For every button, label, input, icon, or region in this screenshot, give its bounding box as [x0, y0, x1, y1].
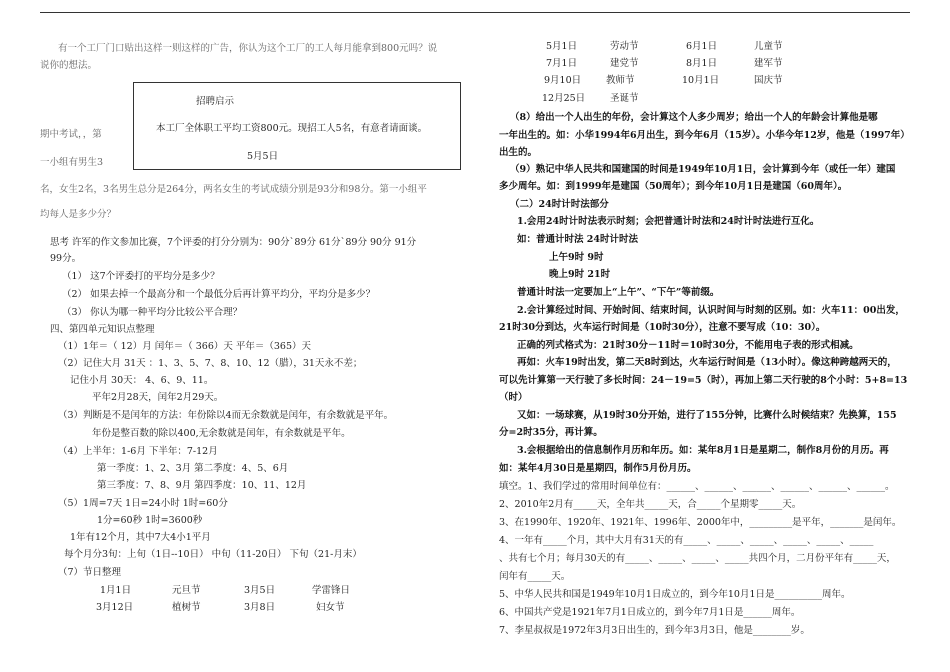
festival-date: 8月1日 [686, 58, 718, 69]
festival-date: 7月1日 [546, 58, 578, 69]
festival-date: 3月5日 [244, 585, 276, 596]
notice-title: 招聘启示 [196, 96, 235, 107]
para-line: 可以先计算第一天行驶了多长时间：24－19=5（时），再加上第二天行驶的8个小时：5+8=13 [499, 375, 908, 386]
fill-blank-line: 3、在1990年、1920年、1921年、1996年、2000年中，_________是平年，_______是闰年。 [499, 517, 902, 528]
notice-date: 5月5日 [247, 151, 279, 162]
fill-blank-line: 4、一年有_____个月，其中大月有31天的有_____、_____、_____、_____、_____、_____ [499, 535, 874, 546]
festival-date: 12月25日 [542, 93, 586, 104]
festival-date: 9月10日 [544, 75, 582, 86]
fill-blank-line: 2、2010年2月有_____天，全年共_____天，合_____个星期零_____天。 [499, 499, 802, 510]
para-line: 分=2时35分，再计算。 [499, 427, 603, 438]
unit4-line: 平年2月28天，闰年2月29天。 [92, 392, 224, 403]
notice-body: 本工厂全体职工平均工资800元。现招工人5名，有意者请面谈。 [156, 123, 428, 134]
fill-blank-line: 闰年有_____天。 [499, 571, 571, 582]
unit4-line: （7）节日整理 [58, 567, 122, 578]
para-line: 2.会计算经过时间、开始时间、结束时间，认识时间与时刻的区别。如：火车11：00出发， [517, 305, 905, 316]
festival-name: 劳动节 [610, 41, 639, 52]
para-line: 21时30分到达，火车运行时间是（10时30分），注意不要写成（10：30）。 [499, 322, 826, 333]
para-line: 晚上9时 21时 [549, 269, 611, 280]
festival-name: 元旦节 [172, 585, 201, 596]
question-3: （3） 你认为哪一种平均分比较公平合理？ [62, 307, 243, 318]
header-rule [40, 12, 910, 13]
para-line: 又如：一场球赛，从19时30分开始，进行了155分钟，比赛什么时候结束？先换算，155 [517, 410, 897, 421]
festival-name: 学雷锋日 [312, 585, 351, 596]
para-line: 上午9时 9时 [549, 252, 604, 263]
para-line: 多少周年。如：到1999年是建国（50周年）；到今年10月1日是建国（60周年）。 [499, 181, 848, 192]
festival-date: 5月1日 [546, 41, 578, 52]
unit4-line: 第一季度：1、2、3月 第二季度：4、5、6月 [97, 463, 289, 474]
unit4-line: 记住小月 30天： 4、6、9、11。 [70, 375, 214, 386]
unit4-line: （5）1周=7天 1日=24小时 1时=60分 [58, 498, 228, 509]
festival-date: 3月8日 [244, 602, 276, 613]
problem-line: 均每人是多少分？ [40, 209, 117, 220]
festival-name: 建军节 [754, 58, 783, 69]
unit4-line: （3）判断是不是闰年的方法：年份除以4而无余数就是闰年，有余数就是平年。 [58, 410, 394, 421]
para-line: 再如：火车19时出发，第二天8时到达，火车运行时间是（13小时）。像这种跨越两天的， [517, 357, 897, 368]
problem-line: 期中考试，，第 [40, 129, 102, 140]
para-line: （8）给出一个人出生的年份，会计算这个人多少周岁；给出一个人的年龄会计算他是哪 [510, 112, 878, 123]
unit4-line: 1分=60秒 1时=3600秒 [97, 515, 203, 526]
festival-name: 植树节 [172, 602, 201, 613]
unit4-line: 第三季度：7、8、9月 第四季度：10、11、12月 [97, 480, 307, 491]
question-2: （2） 如果去掉一个最高分和一个最低分后再计算平均分，平均分是多少？ [62, 289, 376, 300]
unit4-line: （4）上半年：1-6月 下半年：7-12月 [58, 446, 218, 457]
festival-name: 教师节 [606, 75, 635, 86]
fill-blank-line: 7、李星叔叔是1972年3月3日出生的，到今年3月3日，他是________岁。 [499, 625, 810, 636]
festival-date: 3月12日 [96, 602, 134, 613]
unit4-line: 年份是整百数的除以400,无余数就是闰年，有余数就是平年。 [92, 428, 351, 439]
think-line: 思考 许军的作文参加比赛，7个评委的打分分别为：90分`89分 61分`89分 90分 91分 [50, 237, 417, 248]
unit4-line: （2）记住大月 31天 ：1、3、5、7、8、10、12（腊），31天永不差； [58, 358, 363, 369]
para-line: （时） [499, 392, 528, 403]
para-line: （9）熟记中华人民共和国建国的时间是1949年10月1日，会计算到今年（或任一年）建国 [510, 164, 896, 175]
para-line: 正确的列式格式为：21时30分－11时＝10时30分，不能用电子表的形式相减。 [517, 340, 859, 351]
unit4-line: 1年有12个月，其中7大4小1平月 [70, 532, 211, 543]
fill-blank-line: 、共有七个月；每月30天的有_____、_____、_____、_____共四个月，二月份平年有_____天， [499, 553, 896, 564]
problem-line: 一小组有男生3 [40, 157, 104, 168]
festival-date: 1月1日 [100, 585, 132, 596]
festival-name: 儿童节 [754, 41, 783, 52]
festival-name: 国庆节 [754, 75, 783, 86]
think-line: 99分。 [50, 253, 82, 264]
festival-name: 圣诞节 [610, 93, 639, 104]
section-heading: （二）24时计时法部分 [510, 199, 609, 210]
unit4-line: 每个月分3旬：上旬（1日--10日） 中旬（11-20日） 下旬（21-月末） [64, 549, 362, 560]
intro-line: 说你的想法。 [40, 60, 98, 71]
unit4-heading: 四、第四单元知识点整理 [50, 324, 155, 335]
unit4-line: （1）1年＝（ 12）月 闰年＝（ 366）天 平年＝（365）天 [58, 341, 312, 352]
para-line: 出生的。 [499, 147, 538, 158]
intro-line: 有一个工厂门口贴出这样一则这样的广告，你认为这个工厂的工人每月能拿到800元吗？说 [58, 43, 438, 54]
problem-line: 名，女生2名，3名男生总分是264分，两名女生的考试成绩分别是93分和98分。第一小组平 [40, 184, 427, 195]
para-line: 如：普通计时法 24时计时法 [517, 234, 639, 245]
para-line: 1.会用24时计时法表示时刻；会把普通计时法和24时计时法进行互化。 [517, 216, 820, 227]
festival-name: 妇女节 [316, 602, 345, 613]
fill-blank-line: 5、中华人民共和国是1949年10月1日成立的，到今年10月1日是__________周年。 [499, 589, 851, 600]
fill-blank-line: 6、中国共产党是1921年7月1日成立的，到今年7月1日是______周年。 [499, 607, 801, 618]
para-line: 如：某年4月30日是星期四，制作5月份月历。 [499, 463, 697, 474]
festival-date: 6月1日 [686, 41, 718, 52]
question-1: （1） 这7个评委打的平均分是多少？ [62, 271, 220, 282]
para-line: 普通计时法一定要加上“上午”、“下午”等前缀。 [517, 287, 720, 298]
para-line: 3.会根据给出的信息制作月历和年历。如：某年8月1日是星期二，制作8月份的月历。再 [517, 445, 889, 456]
festival-name: 建党节 [610, 58, 639, 69]
para-line: 一年出生的。如：小华1994年6月出生，到今年6月（15岁）。小华今年12岁，他是（1997年） [499, 130, 910, 141]
fill-blank-line: 填空。1、我们学过的常用时间单位有：______、______、______、______、______、______。 [499, 481, 895, 492]
festival-date: 10月1日 [682, 75, 720, 86]
